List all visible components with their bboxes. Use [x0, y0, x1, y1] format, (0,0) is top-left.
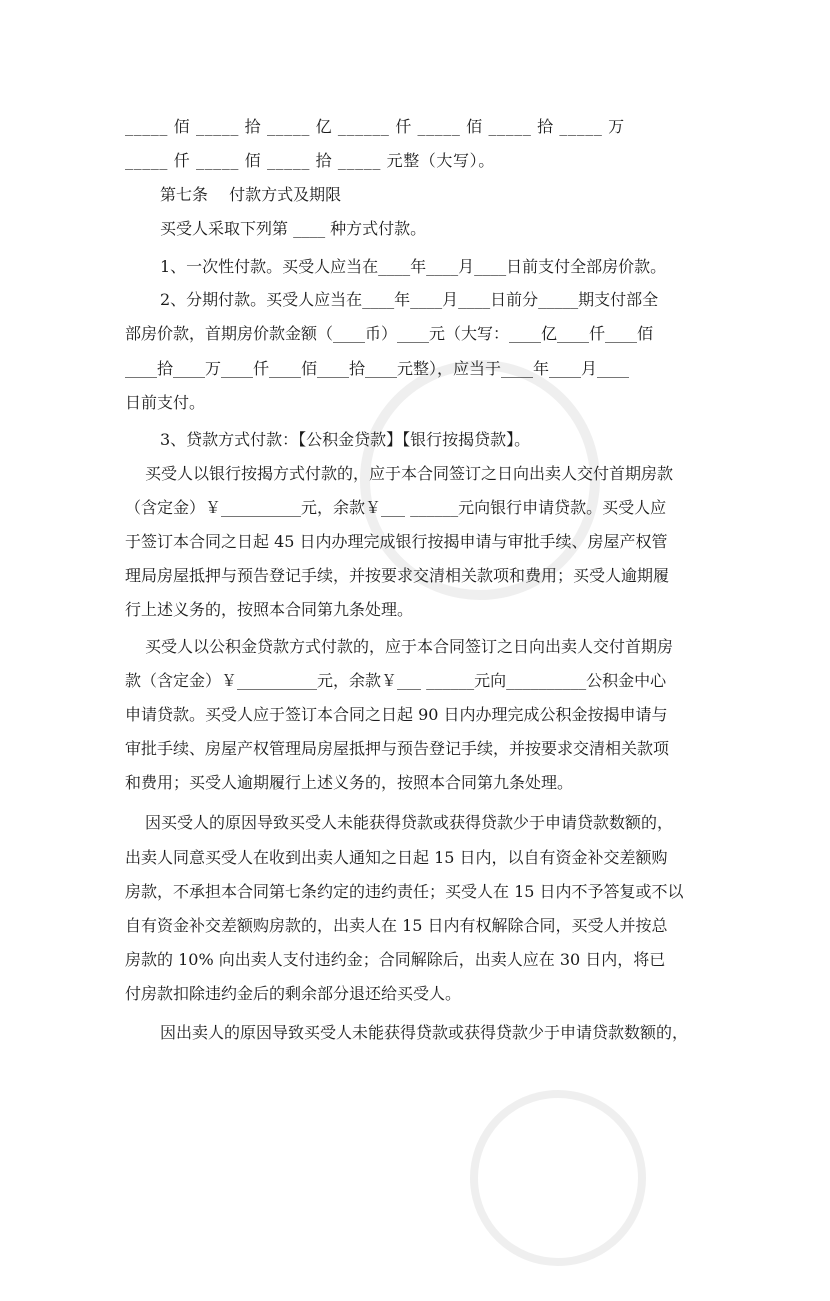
text-line: _____ 仟 _____ 佰 _____ 拾 _____ 元整（大写）。	[125, 151, 495, 170]
text-line: 1、一次性付款。买受人应当在____年____月____日前支付全部房价款。	[160, 257, 667, 276]
text-line: 出卖人同意买受人在收到出卖人通知之日起 15 日内，以自有资金补交差额购	[125, 848, 668, 867]
text-line: 款（含定金）￥__________元，余款￥___ ______元向__________公积金中心	[125, 671, 667, 690]
watermark-stamp-bottom	[435, 1055, 680, 1300]
text-line: 买受人以银行按揭方式付款的，应于本合同签订之日向出卖人交付首期房款	[145, 464, 674, 483]
text-line: 于签订本合同之日起 45 日内办理完成银行按揭申请与审批手续、房屋产权管	[125, 532, 668, 551]
text-line: 申请贷款。买受人应于签订本合同之日起 90 日内办理完成公积金按揭申请与	[125, 705, 668, 724]
text-line: 审批手续、房屋产权管理局房屋抵押与预告登记手续，并按要求交清相关款项	[125, 739, 670, 758]
text-line: 因出卖人的原因导致买受人未能获得贷款或获得贷款少于申请贷款数额的，	[160, 1023, 689, 1042]
text-line: 付房款扣除违约金后的剩余部分退还给买受人。	[125, 984, 462, 1003]
text-line: 日前支付。	[125, 393, 206, 412]
text-line: 理局房屋抵押与预告登记手续，并按要求交清相关款项和费用；买受人逾期履	[125, 566, 670, 585]
text-line: （含定金）￥__________元，余款￥___ ______元向银行申请贷款。买受人应	[125, 498, 667, 517]
text-line: 买受人采取下列第 ____ 种方式付款。	[160, 219, 427, 238]
text-line: 因买受人的原因导致买受人未能获得贷款或获得贷款少于申请贷款数额的，	[145, 813, 674, 832]
text-line: 2、分期付款。买受人应当在____年____月____日前分_____期支付部全	[160, 290, 659, 309]
text-line: 行上述义务的，按照本合同第九条处理。	[125, 600, 414, 619]
text-line: 房款，不承担本合同第七条约定的违约责任；买受人在 15 日内不予答复或不以	[125, 882, 684, 901]
text-line: 买受人以公积金贷款方式付款的，应于本合同签订之日向出卖人交付首期房	[145, 637, 674, 656]
text-line: 部房价款，首期房价款金额（____币）____元（大写：____亿____仟____佰	[125, 324, 654, 343]
text-line: _____ 佰 _____ 拾 _____ 亿 ______ 仟 _____ 佰 _____ 拾 _____ 万	[125, 117, 625, 136]
section-heading: 第七条 付款方式及期限	[160, 185, 342, 204]
text-line: 和费用；买受人逾期履行上述义务的，按照本合同第九条处理。	[125, 773, 574, 792]
text-line: 3、贷款方式付款：【公积金贷款】【银行按揭贷款】。	[160, 430, 531, 449]
text-line: 自有资金补交差额购房款的，出卖人在 15 日内有权解除合同，买受人并按总	[125, 916, 668, 935]
text-line: 房款的 10% 向出卖人支付违约金；合同解除后，出卖人应在 30 日内，将已	[125, 950, 666, 969]
text-line: ____拾____万____仟____佰____拾____元整），应当于____年____月____	[125, 359, 630, 378]
